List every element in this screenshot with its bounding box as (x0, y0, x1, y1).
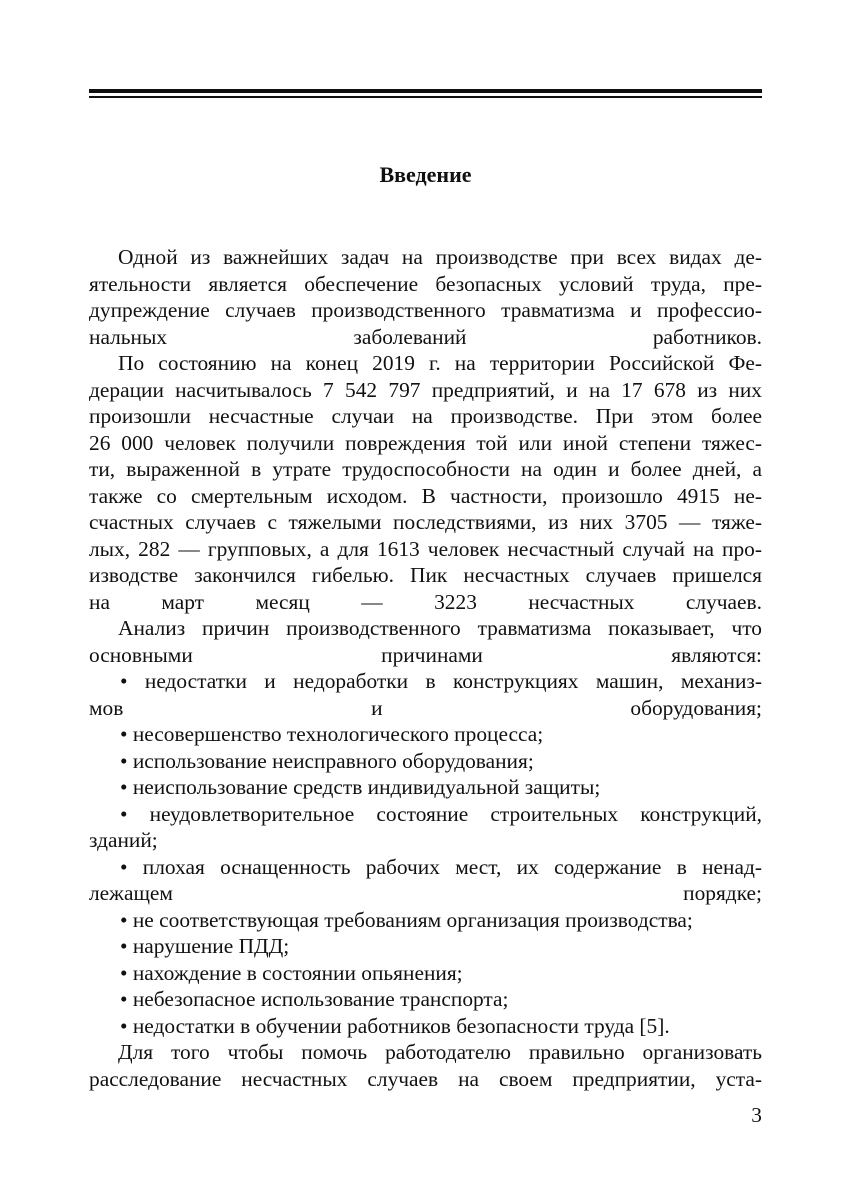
page-number: 3 (751, 1103, 762, 1127)
list-item (89, 986, 762, 1013)
text-line: ятельности является обеспечение безопасных условий труда, пре- (89, 271, 762, 296)
header-rule-thin (89, 96, 762, 98)
text-line: • плохая оснащенность рабочих мест, их содержание в ненад- (120, 854, 762, 879)
list-item (89, 721, 762, 748)
paragraph-employer (89, 1039, 762, 1092)
text-line: • неудовлетворительное состояние строительных конструкций, (120, 801, 762, 826)
text-line: дерации насчитывалось 7 542 797 предприятий, и на 17 678 из них (89, 377, 762, 402)
text-line: Для того чтобы помочь работодателю правильно организовать (118, 1040, 762, 1064)
list-item (89, 960, 762, 987)
body-text (89, 244, 762, 1092)
text-line: счастных случаев с тяжелыми последствиями, из них 3705 — тяже- (89, 510, 762, 534)
list-item (89, 668, 762, 721)
text-line: на март месяц — 3223 несчастных случаев. (89, 589, 762, 614)
text-line: мов и оборудования; (89, 695, 762, 720)
section-title: Введение (379, 162, 472, 187)
list-item (89, 907, 762, 934)
text-line: ти, выраженной в утрате трудоспособности на один и более дней, а (89, 457, 762, 481)
text-line: также со смертельным исходом. В частности, произошло 4915 не- (89, 483, 762, 508)
text-line: изводстве закончился гибелью. Пик несчастных случаев пришелся (89, 563, 762, 587)
text-line: По состоянию на конец 2019 г. на территории Российской Фе- (118, 351, 762, 375)
list-item (89, 801, 762, 854)
text-line: нальных заболеваний работников. (89, 324, 762, 349)
list-item (89, 933, 762, 960)
text-line: 26 000 человек получили повреждения той или иной степени тяжес- (89, 430, 762, 455)
text-line: Анализ причин производственного травматизма показывает, что (118, 616, 762, 640)
text-line: • неиспользование средств индивидуальной защиты; (120, 775, 601, 799)
list-item (89, 774, 762, 801)
text-line: лежащем порядке; (89, 881, 762, 905)
text-line: • нарушение ПДД; (120, 934, 290, 958)
text-line: лых, 282 — групповых, а для 1613 человек несчастный случай на про- (89, 536, 762, 561)
text-line: • недостатки и недоработки в конструкциях машин, механиз- (120, 669, 762, 693)
text-line: расследование несчастных случаев на своем предприятии, уста- (89, 1066, 762, 1091)
header-rule-thick (89, 89, 762, 93)
list-item (89, 854, 762, 907)
text-line: зданий; (89, 828, 158, 852)
text-line: произошли несчастные случаи на производстве. При этом более (89, 404, 762, 428)
text-line: дупреждение случаев производственного травматизма и профессио- (89, 298, 762, 322)
text-line: основными причинами являются: (89, 642, 762, 667)
text-line: • несовершенство технологического процесса; (120, 722, 544, 746)
text-line: • не соответствующая требованиям организация производства; (120, 907, 693, 932)
paragraph-statistics (89, 350, 762, 615)
text-line: • нахождение в состоянии опьянения; (120, 960, 463, 985)
list-item (89, 1013, 762, 1040)
paragraph-analysis (89, 615, 762, 668)
text-line: • использование неисправного оборудования; (120, 748, 534, 773)
list-item (89, 748, 762, 775)
text-line: • небезопасное использование транспорта; (120, 987, 509, 1011)
paragraph-intro (89, 244, 762, 350)
text-line: • недостатки в обучении работников безопасности труда [5]. (120, 1013, 670, 1038)
text-line: Одной из важнейших задач на производстве при всех видах де- (118, 245, 762, 269)
